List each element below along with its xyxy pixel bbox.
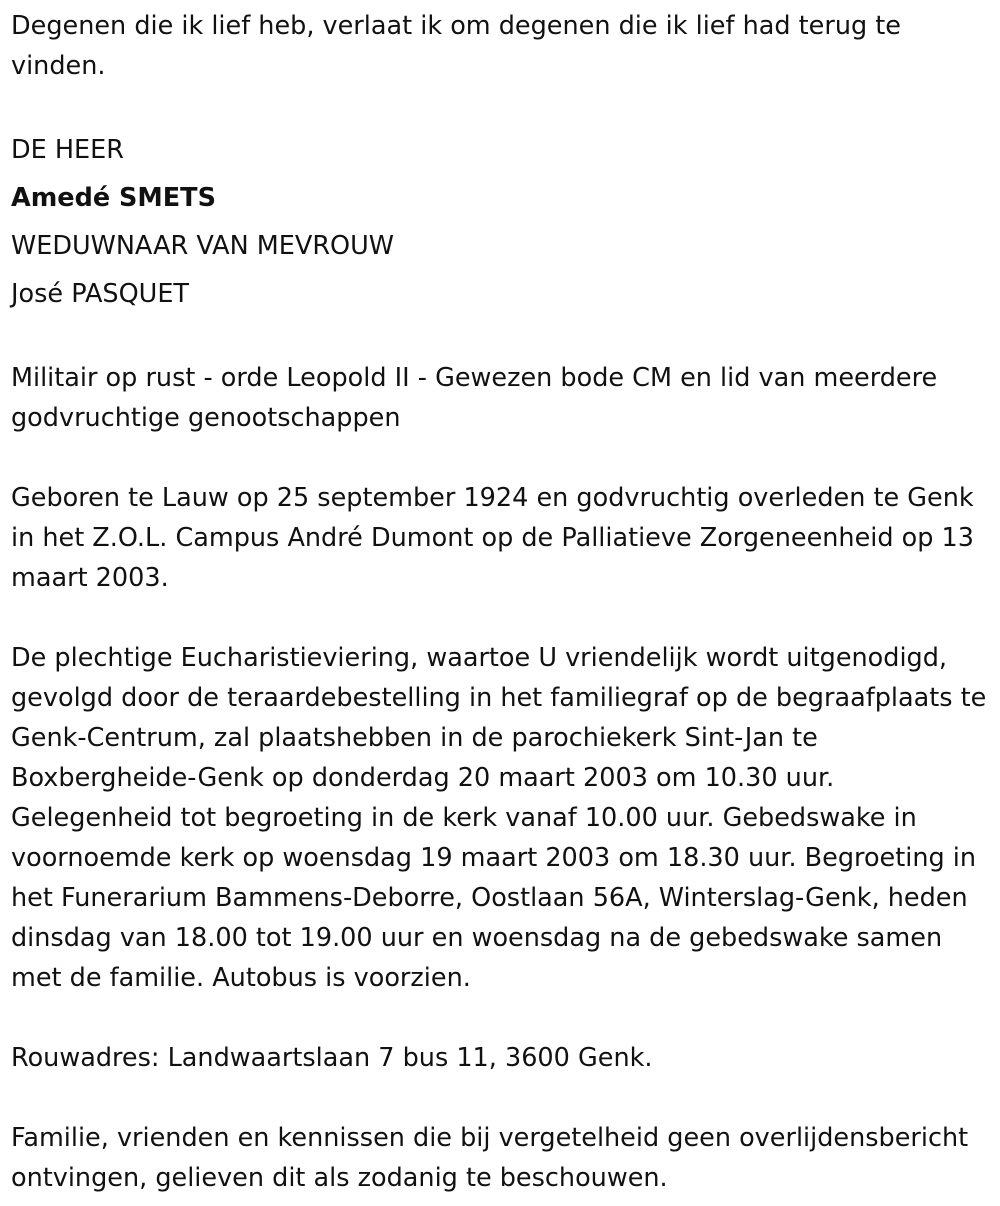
honorific: DE HEER — [11, 135, 124, 165]
obituary-document — [11, 6, 991, 1198]
titles-paragraph: Militair op rust - orde Leopold II - Gewezen bode CM en lid van meerdere godvruchtige genootschappen — [11, 363, 938, 433]
relation-line: WEDUWNAAR VAN MEVROUW — [11, 231, 394, 261]
deceased-name: Amedé SMETS — [11, 183, 216, 213]
opening-quote: Degenen die ik lief heb, verlaat ik om degenen die ik lief had terug te vinden. — [11, 11, 901, 81]
spacer — [11, 998, 991, 1038]
spouse-name: José PASQUET — [11, 279, 190, 309]
deceased-heading — [11, 126, 991, 318]
ceremony-paragraph: De plechtige Eucharistieviering, waartoe U vriendelijk wordt uitgenodigd, gevolgd door de teraardebestelling in het familiegraf op de begraafplaats te Genk-Centrum, zal plaatshebben in de parochiekerk Sint-Jan te Boxbergheide-Genk op donderdag 20 maart 2003 om 10.30 uur. Gelegenheid tot begroeting in de kerk vanaf 10.00 uur. Gebedswake in voornoemde kerk op woensdag 19 maart 2003 om 18.30 uur. Begroeting in het Funerarium Bammens-Deborre, Oostlaan 56A, Winterslag-Genk, heden dinsdag van 18.00 tot 19.00 uur en woensdag na de gebedswake samen met de familie. Autobus is voorzien. — [11, 643, 987, 993]
spacer — [11, 438, 991, 478]
spacer — [11, 318, 991, 358]
spacer — [11, 598, 991, 638]
spacer — [11, 86, 991, 126]
mourning-address: Rouwadres: Landwaartslaan 7 bus 11, 3600 Genk. — [11, 1043, 653, 1073]
birth-death-paragraph: Geboren te Lauw op 25 september 1924 en godvruchtig overleden te Genk in het Z.O.L. Campus André Dumont op de Palliatieve Zorgeneenheid op 13 maart 2003. — [11, 483, 974, 593]
closing-paragraph: Familie, vrienden en kennissen die bij vergetelheid geen overlijdensbericht ontvingen, gelieven dit als zodanig te beschouwen. — [11, 1123, 969, 1193]
spacer — [11, 1078, 991, 1118]
